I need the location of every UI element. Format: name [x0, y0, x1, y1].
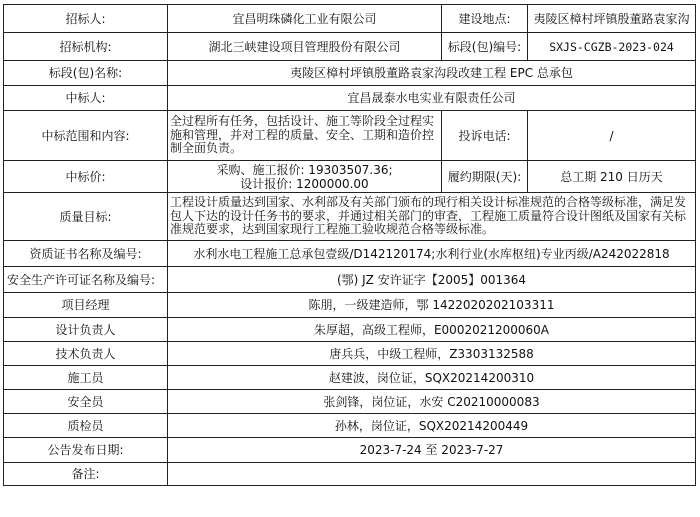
- row-quality-inspector: [4, 414, 696, 438]
- period-value: 总工期 210 日历天: [528, 161, 696, 193]
- tenderer-label: 招标人:: [4, 5, 168, 33]
- price-value: [168, 161, 442, 193]
- price-line-design: 设计报价: 1200000.00: [240, 176, 369, 191]
- section-name-label: 标段(包)名称:: [4, 61, 168, 86]
- quality-label: 质量目标:: [4, 193, 168, 241]
- safety-license-value: (鄂) JZ 安许证字【2005】001364: [168, 267, 696, 293]
- award-notice-table: [3, 4, 696, 486]
- project-manager-value: 陈朋，一级建造师，鄂 1422020202103311: [168, 293, 696, 318]
- award-notice-table-wrapper: [3, 4, 695, 486]
- remarks-label: 备注:: [4, 463, 168, 486]
- quality-value: 工程设计质量达到国家、水利部及有关部门颁布的现行相关设计标准规范的合格等级标准，满足发包人下达的设计任务书的要求，并通过相关部门的审查，工程施工质量符合设计图纸及国家有关标准规范要求，达到国家现行工程施工验收规范合格等级标准。: [168, 193, 696, 241]
- row-safety-license: [4, 267, 696, 293]
- winner-label: 中标人:: [4, 86, 168, 111]
- scope-label: 中标范围和内容:: [4, 111, 168, 161]
- row-price: [4, 161, 696, 193]
- row-safety-officer: [4, 390, 696, 414]
- complaint-label: 投诉电话:: [442, 111, 528, 161]
- publish-date-label: 公告发布日期:: [4, 438, 168, 463]
- agency-value: 湖北三峡建设项目管理股份有限公司: [168, 33, 442, 61]
- construction-staff-value: 赵建波，岗位证，SQX20214200310: [168, 366, 696, 390]
- location-label: 建设地点:: [442, 5, 528, 33]
- row-agency: [4, 33, 696, 61]
- row-winner: [4, 86, 696, 111]
- construction-staff-label: 施工员: [4, 366, 168, 390]
- safety-officer-value: 张剑锋，岗位证，水安 C20210000083: [168, 390, 696, 414]
- design-lead-label: 设计负责人: [4, 318, 168, 342]
- tech-lead-label: 技术负责人: [4, 342, 168, 366]
- period-label: 履约期限(天):: [442, 161, 528, 193]
- tech-lead-value: 唐兵兵，中级工程师，Z3303132588: [168, 342, 696, 366]
- tenderer-value: 宜昌明珠磷化工业有限公司: [168, 5, 442, 33]
- row-quality: [4, 193, 696, 241]
- row-publish-date: [4, 438, 696, 463]
- publish-date-value: 2023-7-24 至 2023-7-27: [168, 438, 696, 463]
- row-design-lead: [4, 318, 696, 342]
- row-construction-staff: [4, 366, 696, 390]
- row-tenderer: [4, 5, 696, 33]
- scope-value: 全过程所有任务，包括设计、施工等阶段全过程实施和管理，并对工程的质量、安全、工期和造价控制全面负责。: [168, 111, 442, 161]
- row-project-manager: [4, 293, 696, 318]
- design-lead-value: 朱厚超，高级工程师，E0002021200060A: [168, 318, 696, 342]
- price-line-procurement: 采购、施工报价: 19303507.36;: [216, 162, 393, 177]
- safety-officer-label: 安全员: [4, 390, 168, 414]
- section-no-value: SXJS-CGZB-2023-024: [528, 33, 696, 61]
- section-no-label: 标段(包)编号:: [442, 33, 528, 61]
- qualification-label: 资质证书名称及编号:: [4, 241, 168, 267]
- quality-inspector-value: 孙林，岗位证，SQX20214200449: [168, 414, 696, 438]
- row-tech-lead: [4, 342, 696, 366]
- complaint-value: /: [528, 111, 696, 161]
- qualification-value: 水利水电工程施工总承包壹级/D142120174;水利行业(水库枢纽)专业丙级/A242022818: [168, 241, 696, 267]
- remarks-value: [168, 463, 696, 486]
- row-scope: [4, 111, 696, 161]
- project-manager-label: 项目经理: [4, 293, 168, 318]
- quality-inspector-label: 质检员: [4, 414, 168, 438]
- section-name-value: 夷陵区樟村坪镇殷董路袁家沟段改建工程 EPC 总承包: [168, 61, 696, 86]
- winner-value: 宜昌晟泰水电实业有限责任公司: [168, 86, 696, 111]
- agency-label: 招标机构:: [4, 33, 168, 61]
- row-remarks: [4, 463, 696, 486]
- location-value: 夷陵区樟村坪镇殷董路袁家沟: [528, 5, 696, 33]
- safety-license-label: 安全生产许可证名称及编号:: [4, 267, 168, 293]
- price-label: 中标价:: [4, 161, 168, 193]
- row-qualification: [4, 241, 696, 267]
- row-section-name: [4, 61, 696, 86]
